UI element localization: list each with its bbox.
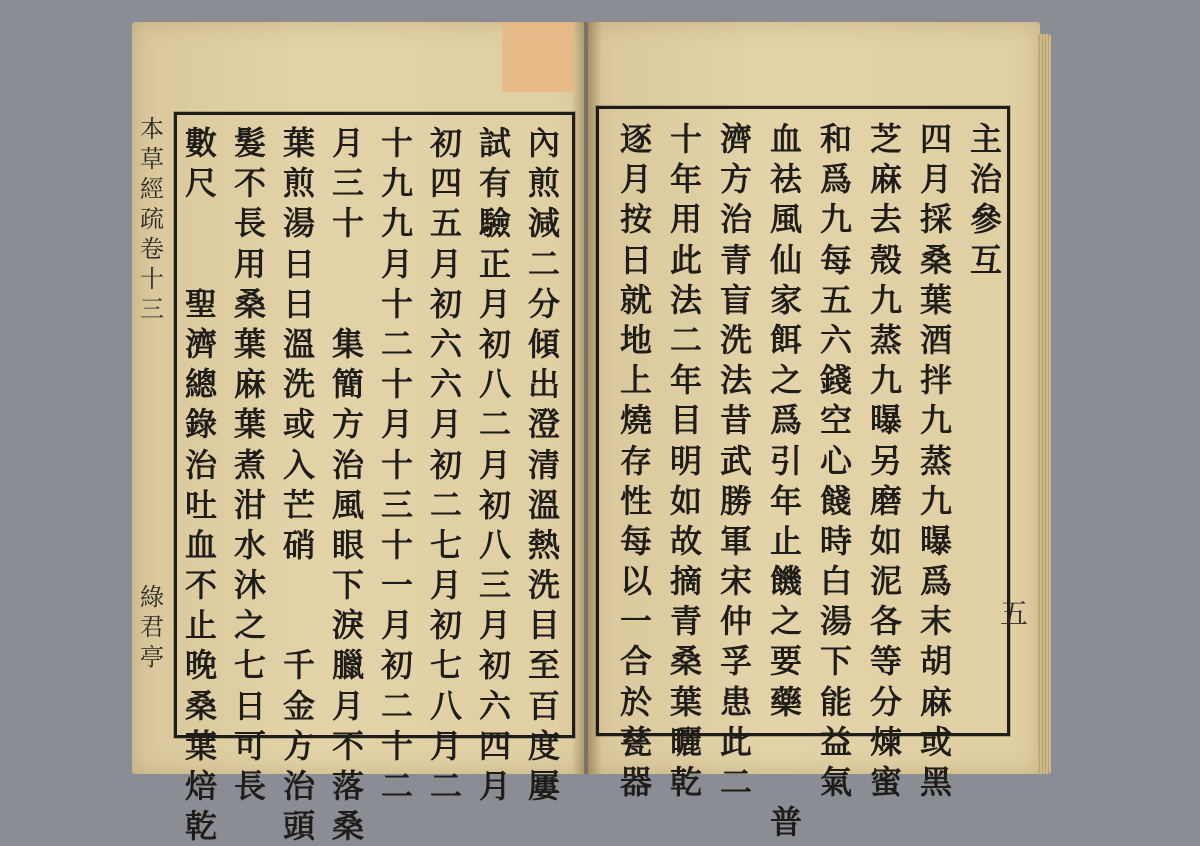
right-text-char: 就: [619, 280, 652, 319]
left-text-char: 不: [184, 566, 217, 605]
left-text-char: 總: [184, 365, 217, 404]
left-text-frame: [174, 112, 575, 846]
left-text-char: 方: [282, 726, 315, 765]
right-text-char: 二: [669, 320, 702, 359]
left-text-char: 入: [282, 445, 315, 484]
right-text-char: 十: [669, 120, 702, 158]
left-text-char: 濟: [184, 324, 217, 363]
left-text-char: 十: [380, 445, 413, 484]
left-text-char: 六: [429, 324, 462, 363]
right-text-char: 此: [719, 722, 752, 761]
left-text-char: 六: [478, 686, 511, 725]
left-margin-publisher: [134, 582, 170, 672]
left-text-char: 溫: [282, 324, 315, 363]
right-text-char: 武: [719, 441, 752, 480]
left-text-char: 千: [282, 646, 315, 685]
right-text-char: 摘: [669, 562, 702, 601]
right-text-char: 麻: [919, 682, 952, 721]
left-text-char: 六: [429, 365, 462, 404]
right-text-char: 能: [819, 682, 852, 721]
right-text-char: 用: [669, 200, 702, 239]
right-text-char: 每: [819, 240, 852, 279]
right-text-column: [610, 119, 662, 802]
left-text-column: [175, 123, 227, 846]
left-text-char: 清: [527, 445, 560, 484]
right-text-char: 於: [619, 682, 652, 721]
left-text-char: 十: [380, 284, 413, 323]
right-text-char: 互: [969, 240, 1002, 279]
right-text-char: 爲: [819, 160, 852, 199]
margin-title-char: 本: [140, 115, 164, 143]
left-text-char: 至: [527, 646, 560, 685]
right-text-char: 勝: [719, 481, 752, 520]
right-text-char: 九: [869, 280, 902, 319]
left-text-char: 日: [282, 244, 315, 283]
left-text-char: 月: [478, 767, 511, 805]
left-text-char: 晚: [184, 646, 217, 685]
right-text-char: 日: [619, 240, 652, 279]
left-text-char: 九: [380, 204, 413, 243]
right-text-char: 爲: [919, 562, 952, 601]
left-text-char: 桑: [233, 284, 266, 323]
right-text-char: 治: [969, 160, 1002, 199]
left-text-char: 月: [429, 566, 462, 605]
margin-title-char: 經: [140, 175, 164, 203]
right-text-char: 二: [719, 763, 752, 801]
right-text-char: 性: [619, 481, 652, 520]
left-text-char: 月: [429, 405, 462, 444]
left-text-char: 治: [331, 445, 364, 484]
right-text-char: 另: [869, 441, 902, 480]
left-text-char: 五: [429, 204, 462, 243]
right-text-char: 月: [919, 160, 952, 199]
right-text-char: 九: [919, 481, 952, 520]
right-text-char: 盲: [719, 280, 752, 319]
left-text-char: 月: [478, 606, 511, 645]
left-text-char: 聖: [184, 284, 217, 323]
left-text-char: 風: [331, 485, 364, 524]
right-text-char: 泥: [869, 562, 902, 601]
left-text-char: 可: [233, 726, 266, 765]
right-text-char: 年: [769, 481, 802, 520]
page-edges: [1037, 34, 1051, 774]
right-text-column: [710, 119, 762, 802]
open-book: [132, 22, 1054, 846]
margin-publisher-char: 亭: [140, 643, 164, 671]
left-text-char: 止: [184, 606, 217, 645]
right-text-char: 藥: [769, 682, 802, 721]
left-text-char: 不: [331, 726, 364, 765]
right-text-char: 六: [819, 320, 852, 359]
left-text-char: 洗: [282, 365, 315, 404]
left-text-char: 下: [331, 566, 364, 605]
right-text-char: 血: [769, 120, 802, 158]
right-text-char: 曝: [919, 521, 952, 560]
left-text-char: 八: [478, 525, 511, 564]
left-text-char: 頭: [282, 807, 315, 846]
right-text-char: 採: [919, 200, 952, 239]
left-text-char: 泔: [233, 485, 266, 524]
left-text-char: 七: [429, 646, 462, 685]
left-text-column: [518, 123, 570, 806]
right-text-char: 各: [869, 602, 902, 641]
left-text-char: 出: [527, 365, 560, 404]
left-text-char: 簡: [331, 365, 364, 404]
right-text-char: 五: [819, 280, 852, 319]
right-text-char: 氣: [819, 763, 852, 801]
right-text-char: 蒸: [869, 320, 902, 359]
right-text-char: 如: [669, 481, 702, 520]
right-text-char: 去: [869, 200, 902, 239]
left-text-char: 水: [233, 525, 266, 564]
right-text-char: 殼: [869, 240, 902, 279]
margin-title-char: 卷: [140, 235, 164, 263]
margin-title-char: 十: [140, 265, 164, 293]
left-text-char: 葉: [233, 405, 266, 444]
left-text-char: 七: [429, 525, 462, 564]
right-text-char: 之: [769, 361, 802, 400]
left-text-char: 桑: [184, 686, 217, 725]
left-text-char: 百: [527, 686, 560, 725]
left-text-char: 錄: [184, 405, 217, 444]
right-text-char: 引: [769, 441, 802, 480]
left-text-char: 試: [478, 124, 511, 162]
right-text-char: 存: [619, 441, 652, 480]
left-text-char: 月: [478, 445, 511, 484]
left-text-char: 三: [331, 164, 364, 203]
right-text-char: 仲: [719, 602, 752, 641]
left-text-char: 有: [478, 164, 511, 203]
left-text-char: 臘: [331, 646, 364, 685]
right-text-column: [660, 119, 712, 802]
left-text-column: [273, 123, 325, 846]
left-text-char: 月: [380, 405, 413, 444]
right-text-char: 九: [869, 361, 902, 400]
right-text-char: 湯: [819, 602, 852, 641]
left-text-char: 初: [478, 324, 511, 363]
left-text-char: 二: [380, 686, 413, 725]
left-text-char: 眼: [331, 525, 364, 564]
left-text-char: 或: [282, 405, 315, 444]
paper-tab: [502, 22, 574, 92]
left-text-char: 分: [527, 284, 560, 323]
left-text-char: 髮: [233, 124, 266, 162]
left-text-char: 治: [184, 445, 217, 484]
right-text-char: 或: [919, 722, 952, 761]
right-text-column: [810, 119, 862, 802]
right-text-char: 以: [619, 562, 652, 601]
right-text-char: 葉: [669, 682, 702, 721]
right-text-char: 心: [819, 441, 852, 480]
right-text-char: 蒸: [919, 441, 952, 480]
right-text-char: 曝: [869, 401, 902, 440]
left-text-char: 十: [331, 204, 364, 243]
right-text-char: 明: [669, 441, 702, 480]
left-text-char: 八: [429, 686, 462, 725]
left-text-char: 初: [478, 485, 511, 524]
right-text-char: 九: [919, 401, 952, 440]
left-text-char: 方: [331, 405, 364, 444]
right-text-char: 甆: [619, 722, 652, 761]
left-text-char: 煮: [233, 445, 266, 484]
right-text-char: 逐: [619, 120, 652, 158]
right-text-char: 黑: [919, 763, 952, 801]
left-text-char: 十: [380, 525, 413, 564]
right-text-char: 每: [619, 521, 652, 560]
left-text-char: 十: [380, 124, 413, 162]
left-text-char: 月: [331, 124, 364, 162]
right-text-char: 分: [869, 682, 902, 721]
left-text-char: 度: [527, 726, 560, 765]
left-text-char: 屢: [527, 767, 560, 805]
right-text-char: 乾: [669, 763, 702, 801]
right-text-char: 止: [769, 521, 802, 560]
right-text-char: 空: [819, 401, 852, 440]
left-text-char: 月: [478, 284, 511, 323]
left-text-char: 澄: [527, 405, 560, 444]
left-text-char: 沐: [233, 566, 266, 605]
right-text-char: 月: [619, 160, 652, 199]
left-text-char: 長: [233, 204, 266, 243]
right-text-char: 一: [619, 602, 652, 641]
left-text-char: 一: [380, 566, 413, 605]
right-text-char: 地: [619, 320, 652, 359]
right-text-char: 此: [669, 240, 702, 279]
left-margin-title: [134, 114, 170, 324]
right-text-char: 之: [769, 602, 802, 641]
right-text-char: 芝: [869, 120, 902, 158]
right-text-char: 仙: [769, 240, 802, 279]
right-text-char: 宋: [719, 562, 752, 601]
right-text-char: 按: [619, 200, 652, 239]
right-text-char: 四: [919, 120, 952, 158]
right-text-char: 患: [719, 682, 752, 721]
right-text-char: 錢: [819, 361, 852, 400]
right-text-char: 故: [669, 521, 702, 560]
right-text-char: 治: [719, 200, 752, 239]
right-text-char: 上: [619, 361, 652, 400]
left-text-char: 二: [380, 324, 413, 363]
right-text-char: 如: [869, 521, 902, 560]
left-text-char: 初: [429, 606, 462, 645]
left-text-char: 三: [478, 566, 511, 605]
left-text-char: 吐: [184, 485, 217, 524]
left-text-char: 月: [429, 244, 462, 283]
left-text-char: 七: [233, 646, 266, 685]
right-text-char: 白: [819, 562, 852, 601]
right-text-char: 普: [769, 803, 802, 842]
right-text-char: 方: [719, 160, 752, 199]
left-text-char: 月: [380, 244, 413, 283]
left-text-char: 四: [429, 164, 462, 203]
right-text-char: 桑: [669, 642, 702, 681]
left-text-char: 傾: [527, 324, 560, 363]
left-text-char: 月: [331, 686, 364, 725]
right-text-char: 曬: [669, 722, 702, 761]
margin-publisher-char: 君: [140, 613, 164, 641]
left-text-char: 九: [380, 164, 413, 203]
left-text-char: 驗: [478, 204, 511, 243]
right-text-char: 爲: [769, 401, 802, 440]
left-text-char: 初: [429, 445, 462, 484]
left-text-char: 二: [380, 767, 413, 805]
left-text-char: 溫: [527, 485, 560, 524]
left-text-char: 集: [331, 324, 364, 363]
left-text-char: 乾: [184, 807, 217, 846]
right-text-char: 要: [769, 642, 802, 681]
right-text-column: [910, 119, 962, 802]
left-text-char: 數: [184, 124, 217, 162]
left-text-column: [322, 123, 374, 846]
left-text-char: 葉: [184, 726, 217, 765]
margin-title-char: 疏: [140, 205, 164, 233]
left-text-char: 洗: [527, 566, 560, 605]
right-text-char: 拌: [919, 361, 952, 400]
left-text-char: 月: [429, 726, 462, 765]
right-text-char: 青: [669, 602, 702, 641]
right-text-char: 燒: [619, 401, 652, 440]
left-text-char: 之: [233, 606, 266, 645]
left-text-char: 初: [429, 284, 462, 323]
margin-title-char: 草: [140, 145, 164, 173]
right-text-char: 合: [619, 642, 652, 681]
right-text-char: 餌: [769, 320, 802, 359]
right-text-char: 年: [669, 361, 702, 400]
left-text-char: 煎: [527, 164, 560, 203]
right-text-frame: [596, 106, 1010, 842]
left-text-char: 血: [184, 525, 217, 564]
right-text-char: 葉: [919, 280, 952, 319]
right-text-char: 磨: [869, 481, 902, 520]
margin-title-char: 三: [140, 295, 164, 323]
left-text-char: 長: [233, 767, 266, 805]
left-text-char: 芒: [282, 485, 315, 524]
left-text-char: 二: [429, 767, 462, 805]
right-text-char: 孚: [719, 642, 752, 681]
left-text-column: [224, 123, 276, 806]
left-text-char: 用: [233, 244, 266, 283]
right-text-char: 參: [969, 200, 1002, 239]
left-text-column: [420, 123, 472, 806]
right-text-char: 洗: [719, 320, 752, 359]
left-text-char: 八: [478, 365, 511, 404]
left-text-char: 初: [429, 124, 462, 162]
right-text-char: 年: [669, 160, 702, 199]
right-text-column: [760, 119, 812, 842]
right-text-char: 等: [869, 642, 902, 681]
left-text-char: 不: [233, 164, 266, 203]
left-text-column: [371, 123, 423, 806]
left-text-char: 十: [380, 365, 413, 404]
right-text-char: 時: [819, 521, 852, 560]
right-text-char: 目: [669, 401, 702, 440]
left-text-char: 湯: [282, 204, 315, 243]
right-text-char: 益: [819, 722, 852, 761]
right-text-char: 末: [919, 602, 952, 641]
left-text-char: 煎: [282, 164, 315, 203]
margin-publisher-char: 綠: [140, 583, 164, 611]
right-text-char: 祛: [769, 160, 802, 199]
right-text-char: 酒: [919, 320, 952, 359]
right-text-char: 軍: [719, 521, 752, 560]
left-text-char: 二: [478, 405, 511, 444]
left-text-char: 減: [527, 204, 560, 243]
left-text-char: 治: [282, 767, 315, 805]
right-text-char: 器: [619, 763, 652, 801]
right-text-char: 風: [769, 200, 802, 239]
left-text-char: 麻: [233, 365, 266, 404]
left-text-char: 正: [478, 244, 511, 283]
left-text-char: 葉: [233, 324, 266, 363]
left-text-char: 四: [478, 726, 511, 765]
right-text-char: 蜜: [869, 763, 902, 801]
left-text-char: 二: [429, 485, 462, 524]
right-text-char: 煉: [869, 722, 902, 761]
left-text-char: 月: [380, 606, 413, 645]
right-text-char: 饑: [769, 562, 802, 601]
left-text-char: 硝: [282, 525, 315, 564]
page-number: 五: [1000, 597, 1029, 630]
right-text-char: 主: [969, 120, 1002, 158]
right-text-char: 法: [669, 280, 702, 319]
left-text-char: 熱: [527, 525, 560, 564]
left-text-char: 初: [478, 646, 511, 685]
left-text-char: 落: [331, 767, 364, 805]
right-text-char: 家: [769, 280, 802, 319]
right-text-char: 桑: [919, 240, 952, 279]
left-text-char: 十: [380, 726, 413, 765]
left-text-char: 日: [282, 284, 315, 323]
right-text-column: [860, 119, 912, 802]
left-text-char: 淚: [331, 606, 364, 645]
left-text-char: 尺: [184, 164, 217, 203]
left-text-char: 二: [527, 244, 560, 283]
left-text-char: 日: [233, 686, 266, 725]
right-text-char: 昔: [719, 401, 752, 440]
left-text-char: 焙: [184, 767, 217, 805]
left-text-char: 內: [527, 124, 560, 162]
right-text-char: 下: [819, 642, 852, 681]
right-text-char: 餞: [819, 481, 852, 520]
right-text-char: 法: [719, 361, 752, 400]
right-text-column: [960, 119, 1012, 280]
left-text-char: 三: [380, 485, 413, 524]
left-text-char: 金: [282, 686, 315, 725]
right-text-char: 和: [819, 120, 852, 158]
left-text-char: 初: [380, 646, 413, 685]
right-text-char: 青: [719, 240, 752, 279]
right-text-char: 九: [819, 200, 852, 239]
right-text-char: 濟: [719, 120, 752, 158]
right-text-char: 胡: [919, 642, 952, 681]
left-text-char: 葉: [282, 124, 315, 162]
left-text-char: 目: [527, 606, 560, 645]
right-text-char: 麻: [869, 160, 902, 199]
left-text-char: 桑: [331, 807, 364, 846]
left-text-column: [469, 123, 521, 806]
